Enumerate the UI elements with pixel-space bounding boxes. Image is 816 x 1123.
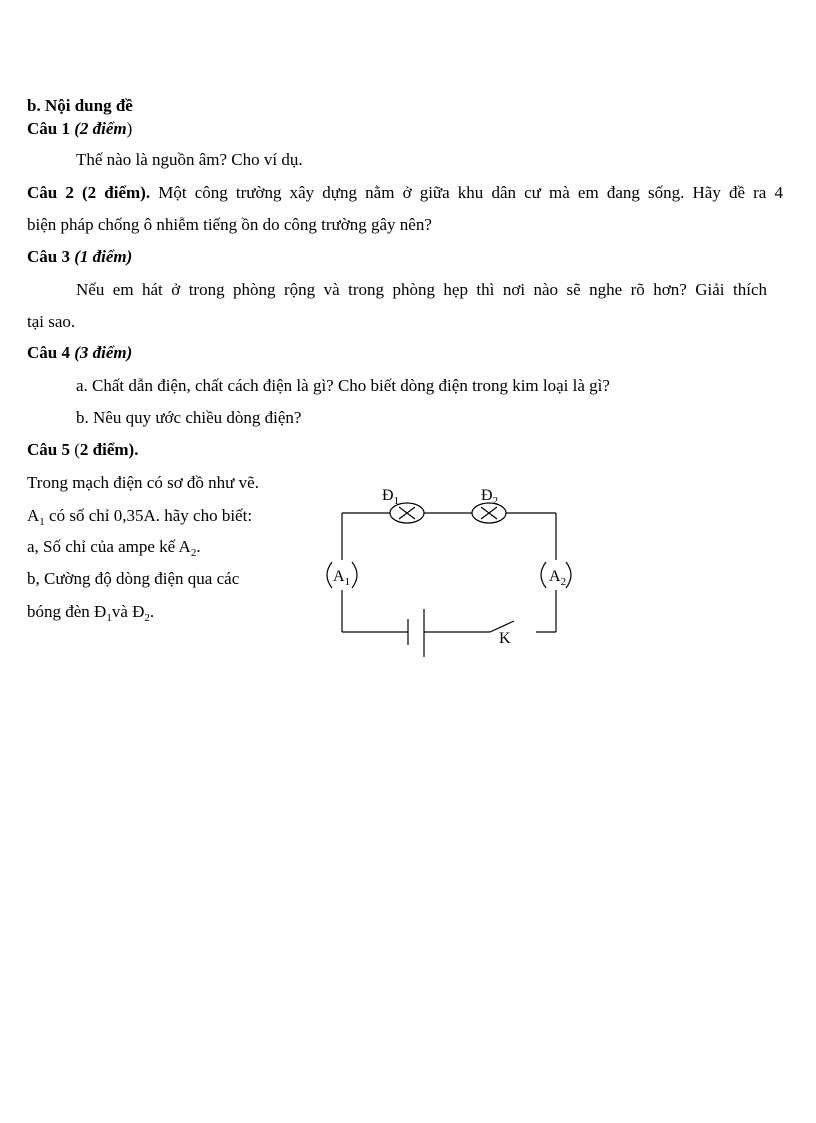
question-2-label: Câu 2 (2 điểm). — [27, 183, 151, 202]
ammeter-1-arc-left — [327, 562, 332, 588]
q5-line5-sub2: 2 — [144, 612, 150, 624]
q5-line5-sub1: 1 — [106, 612, 112, 624]
ammeter-2-arc-right — [566, 562, 571, 588]
question-5-points-open: ( — [74, 440, 80, 459]
question-5-line-1: Trong mạch điện có sơ đồ như vẽ. — [27, 473, 259, 492]
q5-line2-pre: A — [27, 506, 40, 525]
ammeter-2-arc-left — [541, 562, 546, 588]
circuit-diagram — [318, 482, 578, 662]
q5-line3-sub: 2 — [190, 547, 197, 559]
q5-line3-post: . — [196, 537, 201, 556]
ammeter-1-arc-right — [352, 562, 357, 588]
q5-line3-pre: a, Số chỉ của ampe kế A — [27, 537, 191, 556]
question-5-title — [27, 440, 138, 460]
section-heading — [27, 96, 133, 116]
question-1-body: Thế nào là nguồn âm? Cho ví dụ. — [76, 150, 303, 169]
question-4-points: (3 điểm) — [74, 343, 133, 362]
question-5-line-4: b, Cường độ dòng điện qua các — [27, 569, 240, 588]
question-5-points-close: ). — [128, 440, 139, 459]
question-2-line-1 — [27, 183, 783, 203]
section-heading-text: b. Nội dung đề — [27, 96, 133, 115]
question-5-points: 2 điểm — [79, 440, 129, 459]
q5-line2-post: có số chỉ 0,35A. hãy cho biết: — [44, 506, 253, 525]
q5-line5-mid: và Đ — [111, 602, 145, 621]
question-1-label: Câu 1 — [27, 119, 70, 138]
question-1-points: (2 điểm — [74, 119, 127, 138]
q5-line5-pre: bóng đèn Đ — [27, 602, 107, 621]
question-4-label: Câu 4 — [27, 343, 70, 362]
ammeter-2-label: $A_2$ — [549, 568, 567, 588]
question-1-title — [27, 119, 132, 139]
question-3-title — [27, 247, 132, 267]
question-5-label: Câu 5 — [27, 440, 70, 459]
question-5-line-5 — [27, 602, 154, 628]
question-4-part-b: b. Nêu quy ước chiều dòng điện? — [76, 408, 302, 427]
lamp-2-label: $Đ_2$ — [481, 487, 499, 507]
question-5-line-3 — [27, 537, 201, 563]
question-2-body-line-1: Một công trường xây dựng nằm ở giữa khu dân cư mà em đang sống. Hãy đề ra 4 — [158, 183, 783, 202]
q5-line5-post: . — [149, 602, 155, 621]
question-3-body-line-1: Nếu em hát ở trong phòng rộng và trong phòng hẹp thì nơi nào sẽ nghe rõ hơn? Giải thích — [76, 280, 767, 299]
question-5-line-2 — [27, 506, 252, 532]
switch-label: K — [499, 630, 511, 647]
lamp-1-label: $Đ_1$ — [382, 487, 400, 507]
question-3-label: Câu 3 — [27, 247, 70, 266]
q5-line2-sub: 1 — [39, 516, 45, 528]
question-1-points-close: ) — [126, 119, 133, 138]
question-3-points: (1 điểm) — [74, 247, 133, 266]
question-4-part-a: a. Chất dẫn điện, chất cách điện là gì? Cho biết dòng điện trong kim loại là gì? — [76, 376, 610, 395]
question-2-line-2: biện pháp chống ô nhiễm tiếng ồn do công trường gây nên? — [27, 215, 432, 234]
ammeter-1-label: $A_1$ — [333, 568, 351, 588]
question-3-body-line-2: tại sao. — [27, 312, 76, 331]
question-4-title — [27, 343, 132, 363]
